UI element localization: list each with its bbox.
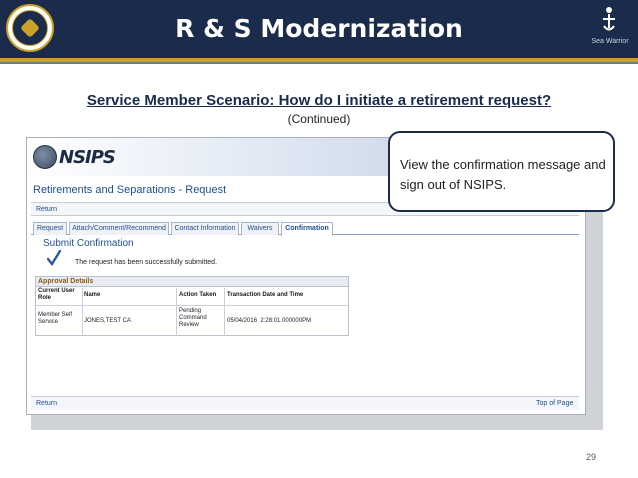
column-divider — [82, 288, 83, 336]
return-link-top[interactable]: Return — [36, 206, 58, 213]
submit-confirmation-title: Submit Confirmation — [43, 238, 134, 249]
cell-action: Pending Command Review — [179, 308, 207, 328]
check-icon — [47, 250, 61, 266]
cell-role: Member Self Service — [38, 312, 73, 325]
col-name: Name — [84, 292, 101, 298]
nsips-logo-text: NSIPS — [59, 146, 115, 168]
col-transaction-date-time: Transaction Date and Time — [227, 292, 304, 298]
header-gray-rule — [0, 62, 638, 64]
instruction-callout — [388, 131, 615, 212]
nsips-logo — [33, 144, 115, 170]
col-action-taken: Action Taken — [179, 292, 217, 298]
tab-attach-comment-recommend[interactable]: Attach/Comment/Recommend — [69, 222, 169, 235]
column-divider — [224, 288, 225, 336]
scenario-title: Service Member Scenario: How do I initiate a retirement request? — [86, 92, 552, 109]
cell-datetime: 05/04/2016 2:28:01.000000PM — [227, 318, 312, 324]
tab-strip — [31, 222, 579, 235]
cell-name: JONES,TEST CA — [84, 318, 131, 324]
tab-request[interactable]: Request — [33, 222, 67, 235]
success-message: The request has been successfully submitted. — [75, 259, 218, 266]
globe-icon — [33, 145, 57, 169]
column-divider — [176, 288, 177, 336]
continued-label: (Continued) — [287, 112, 351, 126]
callout-text: View the confirmation message and sign out of NSIPS. — [400, 157, 606, 192]
tab-confirmation[interactable]: Confirmation — [281, 222, 333, 236]
row-divider — [36, 305, 348, 306]
footer-bar — [31, 396, 579, 410]
approval-details-table — [35, 276, 349, 336]
page-number: 29 — [586, 452, 597, 462]
top-of-page-link[interactable]: Top of Page — [536, 400, 574, 407]
sea-warrior-icon — [588, 6, 628, 52]
sea-warrior-text: Sea Warrior — [591, 38, 629, 45]
tab-contact-information[interactable]: Contact Information — [171, 222, 239, 235]
approval-details-heading: Approval Details — [36, 277, 348, 287]
col-current-user-role: Current User Role — [38, 288, 75, 301]
page-title: Retirements and Separations - Request — [33, 184, 227, 196]
header-title: R & S Modernization — [175, 14, 463, 43]
return-link-bottom[interactable]: Return — [36, 400, 58, 407]
tab-waivers[interactable]: Waivers — [241, 222, 279, 235]
